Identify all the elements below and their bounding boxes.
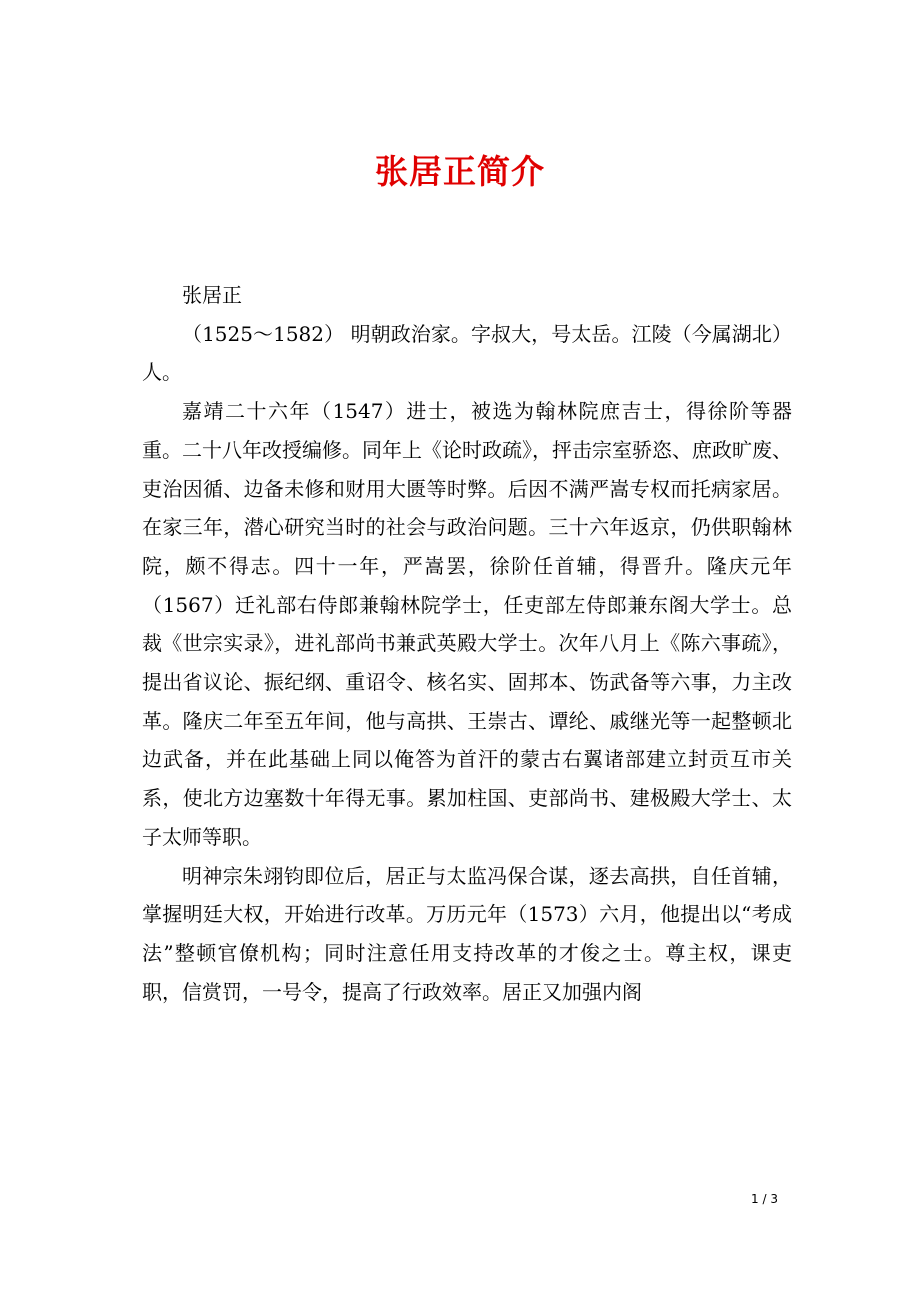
paragraph-intro: （1525～1582） 明朝政治家。字叔大，号太岳。江陵（今属湖北）人。 — [142, 321, 792, 385]
paragraph-career: 嘉靖二十六年（1547）进士，被选为翰林院庶吉士，得徐阶等器重。二十八年改授编修。同年上《论时政疏》，抨击宗室骄恣、庶政旷废、吏治因循、边备未修和财用大匮等时弊。后因不满严嵩专权而托病家居。在家三年，潜心研究当时的社会与政治问题。三十六年返京，仍供职翰林院，颇不得志。四十一年，严嵩罢，徐阶任首辅，得晋升。隆庆元年（1567）迁礼部右侍郎兼翰林院学士，任吏部左侍郎兼东阁大学士。总裁《世宗实录》，进礼部尚书兼武英殿大学士。次年八月上《陈六事疏》，提出省议论、振纪纲、重诏令、核名实、固邦本、饬武备等六事，力主改革。隆庆二年至五年间，他与高拱、王崇古、谭纶、戚继光等一起整顿北边武备，并在此基础上同以俺答为首汗的蒙古右翼诸部建立封贡互市关系，使北方边塞数十年得无事。累加柱国、吏部尚书、建极殿大学士、太子太师等职。 — [142, 399, 792, 849]
page-number: 1 / 3 — [751, 1192, 778, 1206]
document-body — [142, 276, 792, 1011]
document-title: 张居正简介 — [375, 152, 545, 191]
paragraph-name: 张居正 — [182, 283, 242, 307]
paragraph-reform: 明神宗朱翊钧即位后，居正与太监冯保合谋，逐去高拱，自任首辅，掌握明廷大权，开始进行改革。万历元年（1573）六月，他提出以“考成法”整顿官僚机构；同时注意任用支持改革的才俊之士。尊主权，课吏职，信赏罚，一号令，提高了行政效率。居正又加强内阁 — [142, 863, 792, 1004]
